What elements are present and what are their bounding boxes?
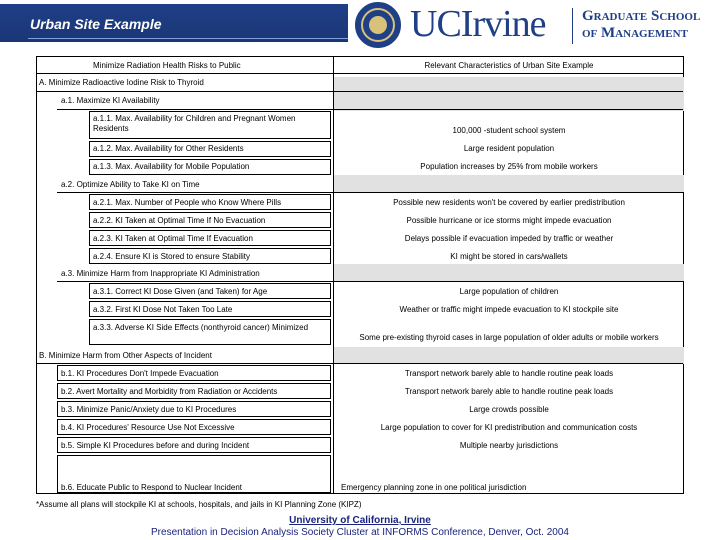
uc-seal-icon (355, 2, 401, 48)
footer-university: University of California, Irvine (289, 515, 431, 526)
footer-conference: Presentation in Decision Analysis Society Cluster at INFORMS Conference, Denver, Oct. 2004 (151, 527, 569, 538)
title-rule (28, 38, 348, 39)
objectives-table: Minimize Radiation Health Risks to Public Relevant Characteristics of Urban Site Example A. Minimize Radioactive Iodine Risk to Thyroid a.1. Maximize KI Availability a.1.1. Max. Availability for Children and Pregnant Women Residents 100,000 -student school system a.1.2. Max. Availability for Other Residents Large resident population a.1.3. Max. Availability for Mobile Population Population increases by 25% from mobile workers a.2. Optimize Ability to Take KI on Time a.2.1. Max. Number of People who Know Where Pills Possible new residents won't be covered by earlier predistribution a.2.2. KI Taken at Optimal Time If No Evacuation Possible hurricane or ice storms might impede evacuation a.2.3. KI Taken at Optimal Time If Evacuation Delays possible if evacuation impeded by traffic or weather a.2.4. Ensure KI is Stored to ensure Stability KI might be stored in cars/wallets a.3. Minimize Harm from Inappropriate KI Administration a.3.1. Correct KI Dose Given (and Taken) for Age Large population of children a.3.2. First KI Dose Not Taken Too Late Weather or traffic might impede evacuation to KI stockpile site a.3.3. Adverse KI Side Effects (nonthyroid cancer) Minimized Some pre-existing thyroid cases in large population of older adults or mobile workers B. Minimize Harm from Other Aspects of Incident b.1. KI Procedures Don't Impede Evacuation Transport network barely able to handle routine peak loads b.2. Avert Mortality and Morbidity from Radiation or Accidents Transport network barely able to handle routine peak loads b.3. Minimize Panic/Anxiety due to KI Procedures Large crowds possible b.4. KI Procedures' Resource Use Not Excessive Large population to cover for KI predistribution and communication costs b.5. Simple KI Procedures before and during Incident Multiple nearby jurisdictions b.6. Educate Public to Respond to Nuclear Incident Emergency planning zone in one political jurisdiction (36, 56, 684, 494)
column-header-objective: Minimize Radiation Health Risks to Public (93, 61, 241, 70)
column-header-characteristics: Relevant Characteristics of Urban Site Example (424, 61, 594, 70)
title-bar (0, 4, 348, 42)
slide-title: Urban Site Example (30, 16, 162, 32)
school-name: Graduate School of Management (582, 8, 701, 41)
footnote: *Assume all plans will stockpile KI at schools, hospitals, and jails in KI Planning Zone (KIPZ) (36, 500, 362, 509)
header (0, 0, 720, 48)
footer (0, 515, 720, 538)
brand-divider (572, 8, 573, 44)
brand-logo: UCIrvine (410, 3, 546, 45)
